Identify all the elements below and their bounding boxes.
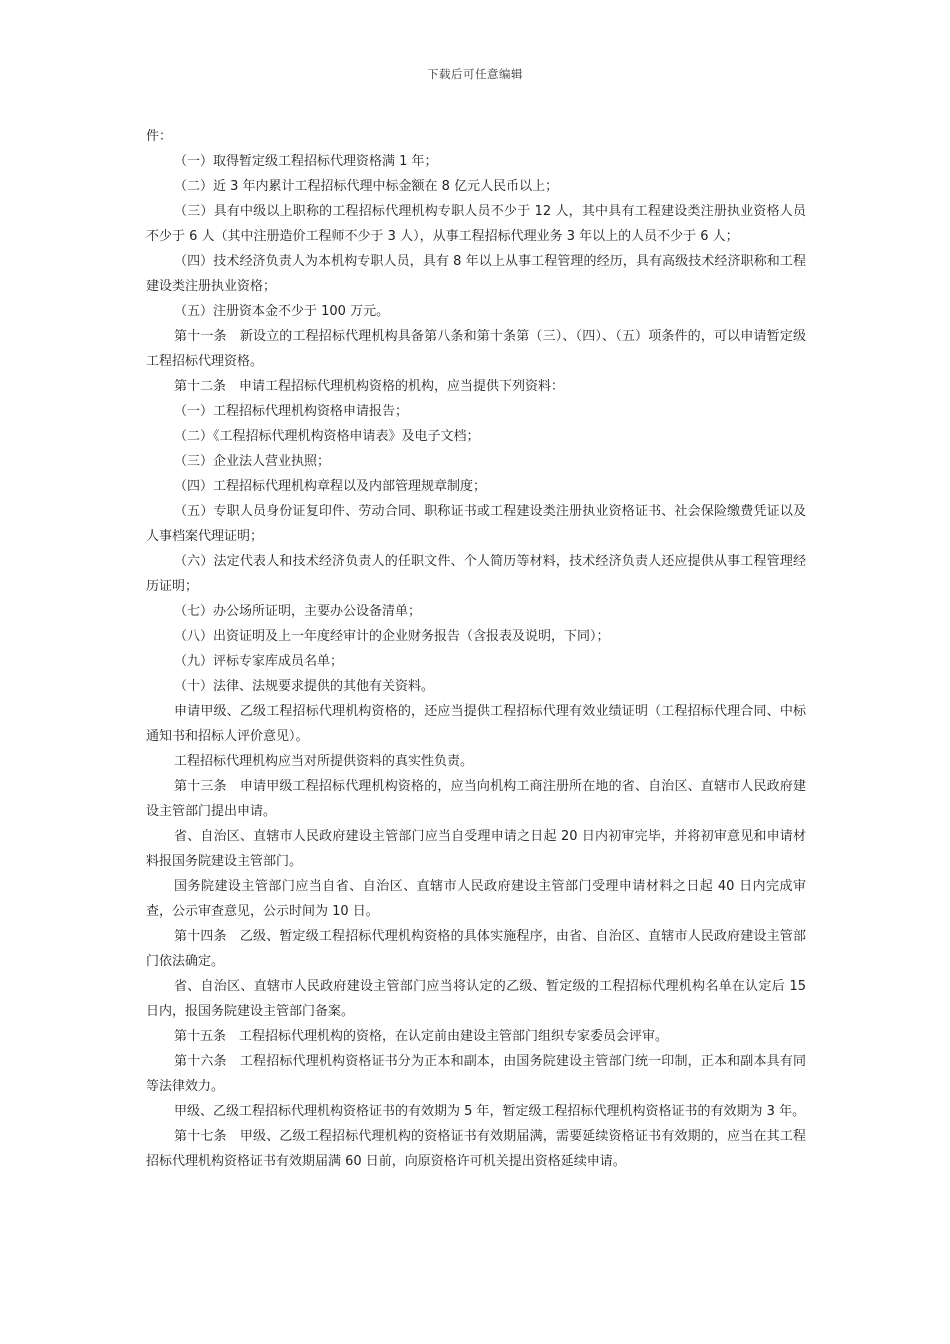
paragraph: 省、自治区、直辖市人民政府建设主管部门应当自受理申请之日起 20 日内初审完毕，并将初审意见和申请材料报国务院建设主管部门。 [146, 829, 806, 869]
paragraph: 第十五条 工程招标代理机构的资格，在认定前由建设主管部门组织专家委员会评审。 [174, 1029, 669, 1044]
document-body [146, 124, 806, 1174]
paragraph: （九）评标专家库成员名单； [174, 654, 344, 669]
paragraph: 工程招标代理机构应当对所提供资料的真实性负责。 [174, 754, 474, 769]
paragraph: （六）法定代表人和技术经济负责人的任职文件、个人简历等材料，技术经济负责人还应提供从事工程管理经历证明； [146, 554, 806, 594]
paragraph: （八）出资证明及上一年度经审计的企业财务报告（含报表及说明，下同）； [174, 629, 610, 644]
paragraph: （二）近 3 年内累计工程招标代理中标金额在 8 亿元人民币以上； [174, 179, 559, 194]
paragraph: 第十三条 申请甲级工程招标代理机构资格的，应当向机构工商注册所在地的省、自治区、直辖市人民政府建设主管部门提出申请。 [146, 779, 806, 819]
paragraph: （四）技术经济负责人为本机构专职人员，具有 8 年以上从事工程管理的经历，具有高级技术经济职称和工程建设类注册执业资格； [146, 254, 806, 294]
paragraph: 甲级、乙级工程招标代理机构资格证书的有效期为 5 年，暂定级工程招标代理机构资格证书的有效期为 3 年。 [174, 1104, 806, 1119]
paragraph: （一）工程招标代理机构资格申请报告； [174, 404, 409, 419]
paragraph: 申请甲级、乙级工程招标代理机构资格的，还应当提供工程招标代理有效业绩证明（工程招标代理合同、中标通知书和招标人评价意见）。 [146, 704, 806, 744]
paragraph: 第十六条 工程招标代理机构资格证书分为正本和副本，由国务院建设主管部门统一印制，正本和副本具有同等法律效力。 [146, 1054, 806, 1094]
paragraph: 国务院建设主管部门应当自省、自治区、直辖市人民政府建设主管部门受理申请材料之日起 40 日内完成审查，公示审查意见，公示时间为 10 日。 [146, 879, 806, 919]
paragraph: 省、自治区、直辖市人民政府建设主管部门应当将认定的乙级、暂定级的工程招标代理机构名单在认定后 15 日内，报国务院建设主管部门备案。 [146, 979, 806, 1019]
paragraph: （七）办公场所证明，主要办公设备清单； [174, 604, 422, 619]
paragraph: （三）企业法人营业执照； [174, 454, 331, 469]
paragraph: 件： [146, 129, 173, 144]
paragraph: 第十七条 甲级、乙级工程招标代理机构的资格证书有效期届满，需要延续资格证书有效期的，应当在其工程招标代理机构资格证书有效期届满 60 日前，向原资格许可机关提出资格延续申请。 [146, 1129, 806, 1169]
paragraph: 第十二条 申请工程招标代理机构资格的机构，应当提供下列资料： [174, 379, 565, 394]
paragraph: （十）法律、法规要求提供的其他有关资料。 [174, 679, 435, 694]
page-header: 下载后可任意编辑 [427, 67, 523, 81]
paragraph: （三）具有中级以上职称的工程招标代理机构专职人员不少于 12 人，其中具有工程建设类注册执业资格人员不少于 6 人（其中注册造价工程师不少于 3 人），从事工程招标代理业务 3 年以上的人员不少于 6 人； [146, 204, 806, 244]
paragraph: （一）取得暂定级工程招标代理资格满 1 年； [174, 154, 438, 169]
paragraph: 第十四条 乙级、暂定级工程招标代理机构资格的具体实施程序，由省、自治区、直辖市人民政府建设主管部门依法确定。 [146, 929, 806, 969]
paragraph: （四）工程招标代理机构章程以及内部管理规章制度； [174, 479, 487, 494]
paragraph: （五）注册资本金不少于 100 万元。 [174, 304, 390, 319]
paragraph: 第十一条 新设立的工程招标代理机构具备第八条和第十条第（三）、（四）、（五）项条件的，可以申请暂定级工程招标代理资格。 [146, 329, 806, 369]
paragraph: （五）专职人员身份证复印件、劳动合同、职称证书或工程建设类注册执业资格证书、社会保险缴费凭证以及人事档案代理证明； [146, 504, 806, 544]
paragraph: （二）《工程招标代理机构资格申请表》及电子文档； [174, 429, 480, 444]
